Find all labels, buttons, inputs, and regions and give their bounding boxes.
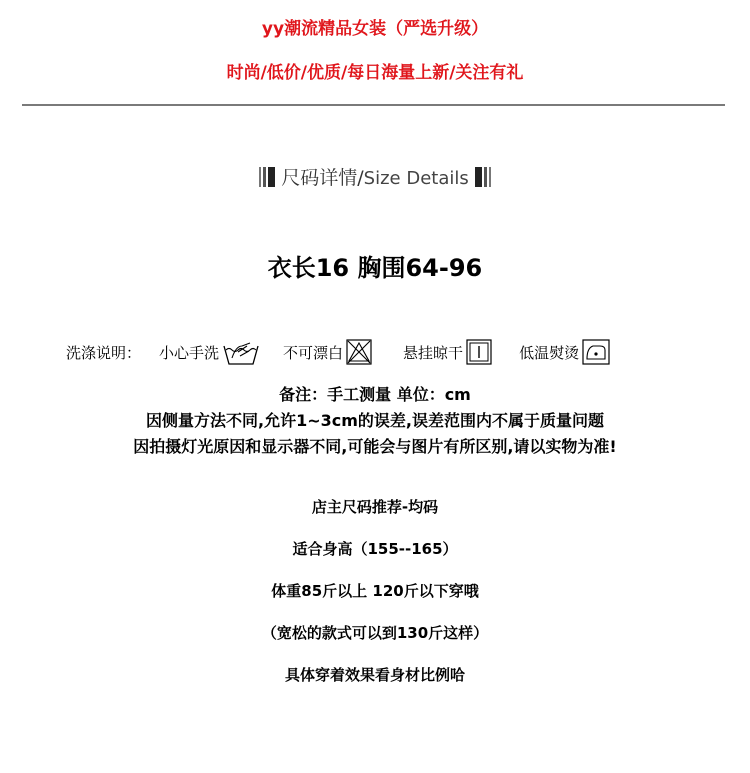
- no-bleach-icon: [345, 338, 373, 366]
- care-label: 洗涤说明：: [66, 343, 142, 362]
- measurements: 衣长16 胸围64-96: [267, 254, 483, 282]
- measurement-notes: [0, 382, 750, 460]
- shop-title: yy潮流精品女装（严选升级）: [261, 19, 489, 39]
- left-bars-icon: [259, 166, 275, 188]
- recommendation-line: 具体穿着效果看身材比例哈: [284, 666, 465, 684]
- recommendation-line: 适合身高（155--165）: [292, 540, 458, 558]
- section-heading-en: Size Details: [363, 168, 469, 189]
- recommendation-line: 店主尺码推荐-均码: [311, 498, 439, 516]
- recommendation-line: 体重85斤以上 120斤以下穿哦: [271, 582, 479, 600]
- header-divider: [22, 104, 725, 106]
- care-item-hand-wash: [159, 338, 261, 366]
- care-instructions: [66, 337, 706, 367]
- right-bars-icon: [475, 166, 491, 188]
- shop-slogan: 时尚/低价/优质/每日海量上新/关注有礼: [226, 63, 524, 83]
- hand-wash-icon: [221, 338, 261, 366]
- care-item-no-bleach: [283, 338, 373, 366]
- care-item-hang-dry: [403, 338, 493, 366]
- section-heading-cn: 尺码详情/: [281, 167, 364, 189]
- care-item-text: 小心手洗: [159, 343, 220, 362]
- care-item-text: 悬挂晾干: [403, 343, 464, 362]
- notes-line: 因侧量方法不同,允许1~3cm的误差,误差范围内不属于质量问题: [146, 411, 604, 430]
- section-heading: [0, 163, 750, 190]
- care-item-text: 不可漂白: [283, 343, 344, 362]
- notes-line: 因拍摄灯光原因和显示器不同,可能会与图片有所区别,请以实物为准!: [133, 437, 617, 456]
- notes-line: 备注：手工测量 单位：cm: [279, 385, 471, 404]
- care-item-text: 低温熨烫: [519, 343, 580, 362]
- hang-dry-icon: [465, 338, 493, 366]
- care-item-low-iron: [519, 338, 611, 366]
- size-recommendation: [0, 496, 750, 706]
- low-iron-icon: [581, 338, 611, 366]
- recommendation-line: （宽松的款式可以到130斤这样）: [261, 624, 489, 642]
